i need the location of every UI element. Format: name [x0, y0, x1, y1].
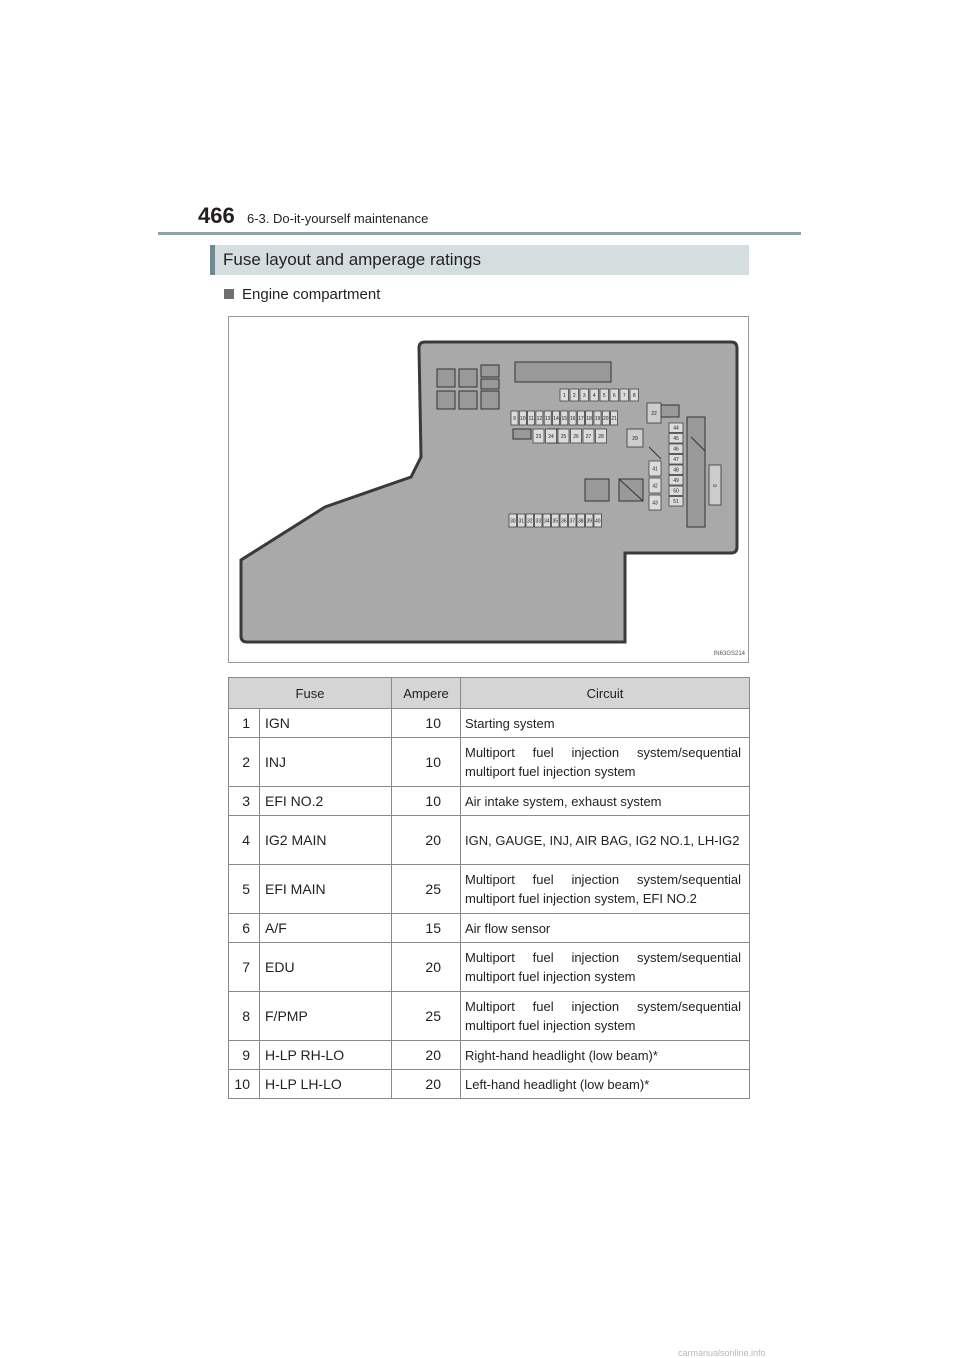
fuse-label-31: 31 — [518, 518, 525, 525]
fuse-label-30: 30 — [509, 518, 516, 525]
section-title-bar — [210, 245, 749, 275]
fuse-label-26: 26 — [573, 433, 579, 440]
fuse-circuit: Multiport fuel injection system/sequential multiport fuel injection system, EFI NO.2 — [461, 865, 750, 914]
fuse-circuit: Left-hand headlight (low beam)* — [461, 1070, 750, 1099]
fuse-ampere: 20 — [392, 943, 461, 992]
fuse-number: 9 — [229, 1041, 260, 1070]
running-header: 6-3. Do-it-yourself maintenance — [247, 211, 429, 226]
fuse-name: EFI MAIN — [260, 865, 392, 914]
fuse-29 — [627, 429, 643, 447]
fuse-52 — [709, 465, 721, 505]
fuse-label-21: 21 — [611, 415, 617, 422]
table-row — [229, 738, 750, 787]
fuse-label-9: 9 — [513, 415, 516, 422]
fuse-name: F/PMP — [260, 992, 392, 1041]
fuse-label-36: 36 — [560, 518, 567, 525]
fuse-number: 3 — [229, 787, 260, 816]
fuse-label-28: 28 — [598, 433, 604, 440]
fuse-circuit: Multiport fuel injection system/sequential multiport fuel injection system — [461, 738, 750, 787]
fuse-label-13: 13 — [544, 415, 551, 422]
table-row — [229, 709, 750, 738]
fuse-label-27: 27 — [585, 433, 592, 440]
fuse-label-24: 24 — [548, 433, 554, 440]
table-row — [229, 1041, 750, 1070]
fuse-circuit: Multiport fuel injection system/sequential multiport fuel injection system — [461, 943, 750, 992]
fuse-label-41: 41 — [652, 466, 658, 473]
fuse-circuit: Multiport fuel injection system/sequential multiport fuel injection system — [461, 992, 750, 1041]
fuse-label-44: 44 — [673, 425, 679, 432]
column-header-fuse: Fuse — [229, 678, 392, 709]
fuse-label-17: 17 — [578, 415, 584, 422]
fuse-label-15: 15 — [561, 415, 568, 422]
section-title: Fuse layout and amperage ratings — [223, 250, 481, 269]
fuse-box-diagram — [228, 316, 749, 663]
fuse-label-11: 11 — [528, 415, 534, 422]
fuse-column-mid — [649, 461, 661, 510]
table-header-row — [229, 678, 750, 709]
fuse-ampere: 20 — [392, 1070, 461, 1099]
table-row — [229, 865, 750, 914]
fuse-label-49: 49 — [673, 478, 679, 485]
page-number: 466 — [198, 203, 235, 228]
fuse-label-7: 7 — [622, 392, 626, 399]
fuse-label-42: 42 — [652, 483, 658, 490]
bullet-square-icon — [224, 289, 234, 299]
table-row — [229, 1070, 750, 1099]
subsection-heading — [224, 286, 380, 303]
fuse-ampere: 10 — [392, 709, 461, 738]
table-row — [229, 992, 750, 1041]
fuse-number: 2 — [229, 738, 260, 787]
fuse-circuit: IGN, GAUGE, INJ, AIR BAG, IG2 NO.1, LH-IG2 — [461, 816, 750, 865]
fuse-label-12: 12 — [536, 415, 543, 422]
section-accent — [210, 245, 215, 275]
fuse-name: IGN — [260, 709, 392, 738]
fuse-label-46: 46 — [673, 446, 679, 453]
fuse-ampere: 10 — [392, 787, 461, 816]
fuse-label-39: 39 — [586, 518, 593, 525]
fuse-circuit: Right-hand headlight (low beam)* — [461, 1041, 750, 1070]
fuse-label-20: 20 — [603, 415, 609, 422]
fuse-label-4: 4 — [592, 392, 596, 399]
fuse-label-45: 45 — [673, 436, 679, 443]
fuse-ampere: 25 — [392, 865, 461, 914]
fuse-label-48: 48 — [673, 467, 679, 474]
fuse-name: H-LP RH-LO — [260, 1041, 392, 1070]
fuse-number: 1 — [229, 709, 260, 738]
fuse-circuit: Starting system — [461, 709, 750, 738]
fuse-label-18: 18 — [586, 415, 592, 422]
fuse-ampere: 20 — [392, 816, 461, 865]
fuse-label-34: 34 — [543, 518, 550, 525]
fuse-number: 8 — [229, 992, 260, 1041]
table-row — [229, 787, 750, 816]
fuse-label-43: 43 — [652, 500, 658, 507]
fuse-name: EDU — [260, 943, 392, 992]
fuse-label-32: 32 — [526, 518, 533, 525]
diagram-code: IN63GS214 — [713, 651, 745, 657]
fuse-label-51: 51 — [673, 499, 679, 506]
fuse-ampere: 20 — [392, 1041, 461, 1070]
fuse-label-16: 16 — [569, 415, 576, 422]
fuse-name: INJ — [260, 738, 392, 787]
fuse-label-29: 29 — [632, 436, 638, 442]
header-rule — [158, 232, 801, 235]
fuse-circuit: Air flow sensor — [461, 914, 750, 943]
fuse-circuit: Air intake system, exhaust system — [461, 787, 750, 816]
fuse-22 — [647, 403, 661, 423]
fuse-label-37: 37 — [569, 518, 576, 525]
fuse-number: 5 — [229, 865, 260, 914]
fuse-name: A/F — [260, 914, 392, 943]
fuse-label-50: 50 — [673, 488, 679, 495]
fuse-number: 7 — [229, 943, 260, 992]
fuse-number: 6 — [229, 914, 260, 943]
fuse-number: 4 — [229, 816, 260, 865]
fuse-label-33: 33 — [535, 518, 542, 525]
fuse-name: IG2 MAIN — [260, 816, 392, 865]
fuse-label-10: 10 — [520, 415, 526, 422]
fuse-label-47: 47 — [673, 457, 679, 464]
fuse-label-19: 19 — [594, 415, 601, 422]
fuse-label-6: 6 — [612, 392, 616, 399]
table-row — [229, 914, 750, 943]
fuse-label-8: 8 — [632, 392, 636, 399]
fuse-label-52: 52 — [712, 483, 718, 488]
column-header-circuit: Circuit — [461, 678, 750, 709]
watermark: carmanualsonline.info — [678, 1348, 766, 1358]
fuse-ampere: 25 — [392, 992, 461, 1041]
fuse-name: EFI NO.2 — [260, 787, 392, 816]
fuse-label-22: 22 — [651, 411, 657, 417]
fuse-label-3: 3 — [582, 392, 586, 399]
table-row — [229, 943, 750, 992]
fuse-label-5: 5 — [602, 392, 606, 399]
fuse-label-25: 25 — [560, 433, 567, 440]
fuse-ampere: 15 — [392, 914, 461, 943]
fuse-row-bottom — [509, 514, 602, 527]
fuse-label-38: 38 — [577, 518, 584, 525]
fuse-box-svg — [229, 317, 750, 664]
subsection-title: Engine compartment — [242, 286, 381, 303]
table-row — [229, 816, 750, 865]
fuse-ampere: 10 — [392, 738, 461, 787]
fuse-label-40: 40 — [594, 518, 601, 525]
fuse-label-2: 2 — [572, 392, 576, 399]
fuse-label-23: 23 — [535, 433, 542, 440]
fuse-number: 10 — [229, 1070, 260, 1099]
fuse-label-14: 14 — [553, 415, 559, 422]
fuse-table — [228, 677, 750, 1099]
fuse-name: H-LP LH-LO — [260, 1070, 392, 1099]
column-header-ampere: Ampere — [392, 678, 461, 709]
fuse-label-1: 1 — [562, 392, 566, 399]
fuse-label-35: 35 — [552, 518, 559, 525]
